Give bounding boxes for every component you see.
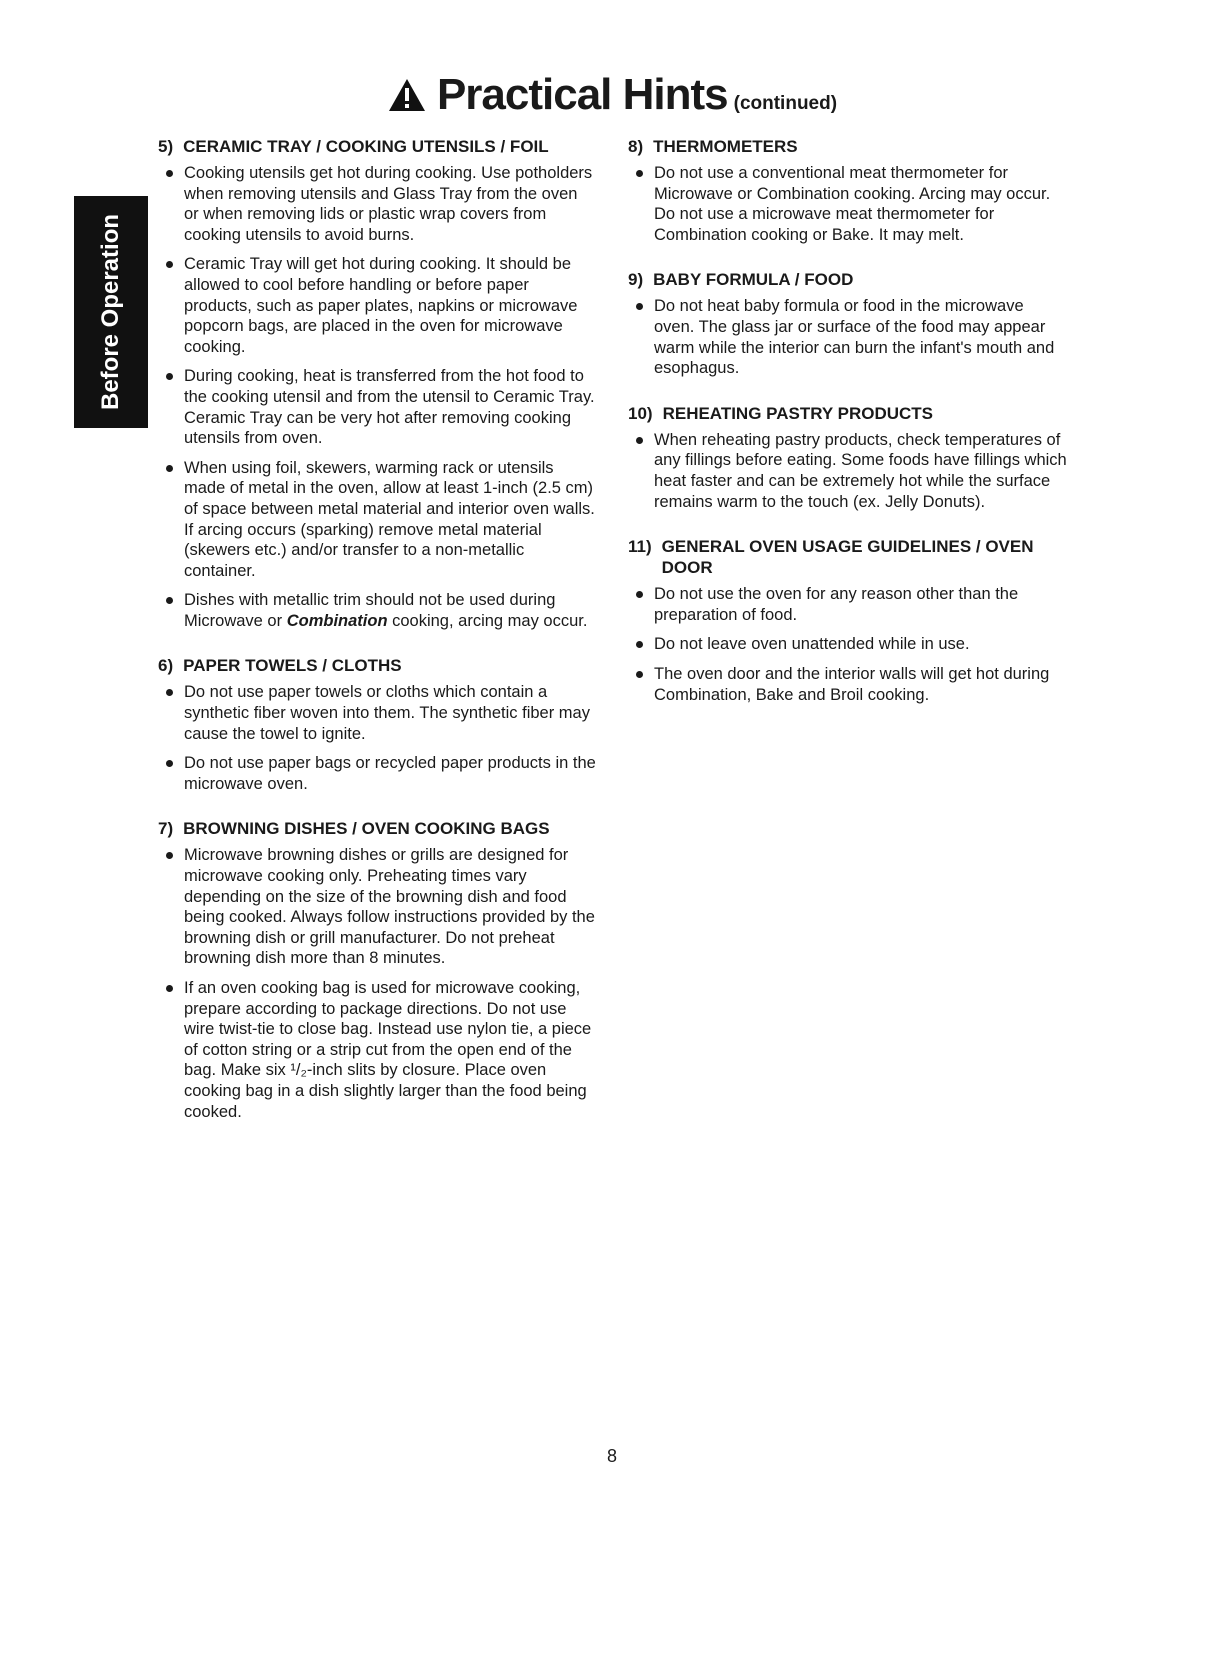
warning-icon	[387, 77, 427, 118]
page-title	[0, 70, 1224, 120]
section-title: BABY FORMULA / FOOD	[653, 270, 854, 290]
right-column	[628, 136, 1068, 729]
section-5	[158, 136, 596, 631]
section-tab	[74, 196, 148, 428]
list-item: Do not leave oven unattended while in use.	[628, 634, 1068, 655]
section-heading	[158, 655, 596, 676]
list-item: When reheating pastry products, check temperatures of any fillings before eating. Some foods have fillings which heat faster and can be extremely hot while the surface remains warm to the touch (ex. Jelly Donuts).	[628, 430, 1068, 512]
section-title: CERAMIC TRAY / COOKING UTENSILS / FOIL	[183, 137, 549, 156]
list-item-text: Dishes with metallic trim should not be used during Microwave or	[184, 591, 556, 630]
section-title: THERMOMETERS	[653, 137, 798, 156]
list-item: Do not use paper towels or cloths which contain a synthetic fiber woven into them. The synthetic fiber may cause the towel to ignite.	[158, 682, 596, 744]
list-item: Do not use a conventional meat thermometer for Microwave or Combination cooking. Arcing may occur. Do not use a microwave meat thermometer for Combination cooking or Bake. It may melt.	[628, 163, 1068, 245]
fraction-text: ¹/₂	[290, 1061, 307, 1080]
section-tab-label: Before Operation	[97, 213, 124, 411]
list-item: The oven door and the interior walls will get hot during Combination, Bake and Broil cooking.	[628, 664, 1068, 705]
bullet-list	[628, 163, 1068, 245]
bullet-list	[158, 845, 596, 1122]
list-item: Do not heat baby formula or food in the microwave oven. The glass jar or surface of the food may appear warm while the interior can burn the infant's mouth and esophagus.	[628, 296, 1068, 378]
list-item: Cooking utensils get hot during cooking. Use potholders when removing utensils and Glass Tray from the oven or when removing lids or plastic wrap covers from cooking utensils to avoid burns.	[158, 163, 596, 245]
bullet-list	[158, 163, 596, 631]
list-item-text: -inch slits by closure. Place oven cooking bag in a dish slightly larger than the food being cooked.	[184, 1061, 587, 1121]
title-text: Practical Hints	[436, 70, 728, 119]
section-number: 8)	[628, 137, 644, 156]
section-11	[628, 536, 1068, 705]
bullet-list	[628, 430, 1068, 512]
list-item: When using foil, skewers, warming rack or utensils made of metal in the oven, allow at least 1-inch (2.5 cm) of space between metal material and interior oven walls. If arcing occurs (sparking) remove metal material (skewers etc.) and/or transfer to a non-metallic container.	[158, 458, 596, 582]
bullet-list	[628, 584, 1068, 705]
section-heading	[158, 136, 596, 157]
list-item-text: If an oven cooking bag is used for microwave cooking, prepare according to package directions. Do not use wire twist-tie to close bag. Instead use nylon tie, a piece of cotton string or a strip cut from the open end of the bag. Make six	[184, 979, 592, 1080]
bullet-list	[158, 682, 596, 794]
left-column	[158, 136, 596, 1146]
list-item: Microwave browning dishes or grills are designed for microwave cooking only. Preheating times vary depending on the size of the browning dish and food being cooked. Always follow instructions provided by the browning dish or grill manufacturer. Do not preheat browning dish more than 8 minutes.	[158, 845, 596, 969]
section-number: 11)	[628, 537, 652, 557]
section-9	[628, 269, 1068, 378]
list-item: Do not use the oven for any reason other than the preparation of food.	[628, 584, 1068, 625]
list-item: During cooking, heat is transferred from the hot food to the cooking utensil and from the utensil to Ceramic Tray. Ceramic Tray can be very hot after removing cooking utensils from oven.	[158, 366, 596, 448]
section-heading	[628, 403, 1068, 424]
section-heading	[628, 136, 1068, 157]
emphasis-text: Combination	[286, 611, 388, 630]
section-title: BROWNING DISHES / OVEN COOKING BAGS	[183, 819, 550, 839]
title-subtitle: (continued)	[733, 93, 838, 114]
section-heading	[628, 269, 1068, 290]
section-title: PAPER TOWELS / CLOTHS	[183, 656, 402, 676]
section-heading	[158, 818, 596, 839]
section-heading	[628, 536, 1068, 578]
section-number: 6)	[158, 656, 174, 676]
list-item	[158, 590, 596, 631]
list-item: Do not use paper bags or recycled paper products in the microwave oven.	[158, 753, 596, 794]
section-10	[628, 403, 1068, 512]
section-title: REHEATING PASTRY PRODUCTS	[662, 403, 934, 423]
list-item: Ceramic Tray will get hot during cooking. It should be allowed to cool before handling or before paper products, such as paper plates, napkins or microwave popcorn bags, are placed in the oven for microwave cooking.	[158, 254, 596, 357]
section-7	[158, 818, 596, 1122]
bullet-list	[628, 296, 1068, 378]
list-item	[158, 978, 596, 1122]
section-title: GENERAL OVEN USAGE GUIDELINES / OVEN DOOR	[661, 537, 1034, 578]
section-6	[158, 655, 596, 794]
section-number: 10)	[628, 403, 653, 423]
section-number: 7)	[158, 819, 174, 839]
section-number: 5)	[158, 137, 174, 156]
list-item-text: cooking, arcing may occur.	[387, 611, 588, 630]
section-8	[628, 136, 1068, 245]
section-number: 9)	[628, 270, 644, 290]
page-number: 8	[606, 1446, 617, 1466]
